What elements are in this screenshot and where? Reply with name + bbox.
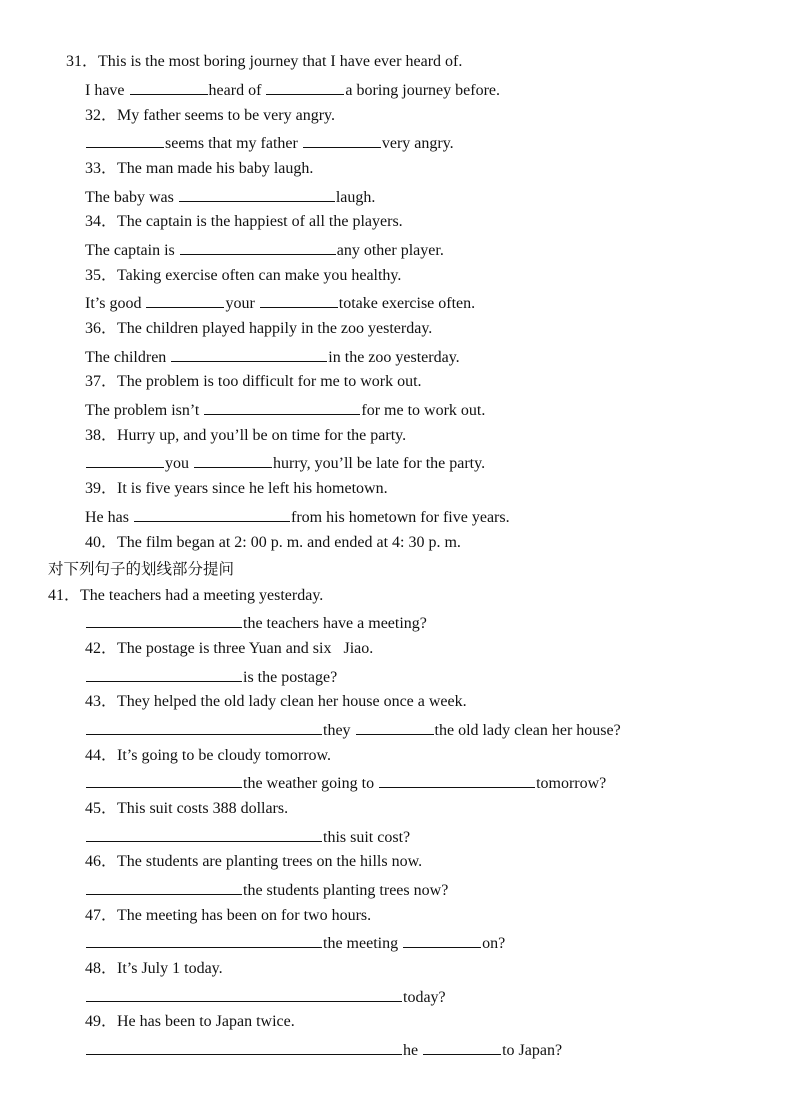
line-text: the old lady clean her house? [434,722,621,739]
line-text: very angry. [381,135,454,152]
answer-blank[interactable] [86,666,242,682]
exercise-line [85,772,606,792]
exercise-line [85,666,337,686]
line-text: is the postage? [243,669,338,686]
line-text: The baby was [85,189,178,206]
line-text: He has [85,509,133,526]
answer-blank[interactable] [179,186,335,202]
exercise-line [85,186,375,206]
exercise-line [85,212,403,232]
line-text: for me to work out. [361,402,486,419]
exercise-line [85,692,467,712]
line-text: totake exercise often. [338,295,476,312]
line-text: The children [85,349,171,366]
line-text: on? [482,935,506,952]
line-text: he [403,1042,423,1059]
line-text: 45．This suit costs 388 dollars. [85,800,289,817]
line-text: 44．It’s going to be cloudy tomorrow. [85,747,332,764]
line-text: 39．It is five years since he left his hometown. [85,480,388,497]
exercise-line [85,426,406,446]
line-text: 41．The teachers had a meeting yesterday. [48,587,324,604]
answer-blank[interactable] [86,932,322,948]
answer-blank[interactable] [86,986,402,1002]
exercise-line [85,372,422,392]
line-text: 36．The children played happily in the zoo yesterday. [85,320,433,337]
exercise-line [85,852,422,872]
line-text: 38．Hurry up, and you’ll be on time for the party. [85,427,407,444]
line-text: the meeting [323,935,403,952]
line-text: tomorrow? [536,775,607,792]
heading-text: 对下列句子的划线部分提问 [48,560,235,578]
line-text: in the zoo yesterday. [328,349,460,366]
answer-blank[interactable] [194,452,272,468]
exercise-line [85,986,446,1006]
line-text: 42．The postage is three Yuan and six Jiao. [85,640,374,657]
answer-blank[interactable] [86,612,242,628]
answer-blank[interactable] [86,719,322,735]
line-text: 47．The meeting has been on for two hours. [85,907,372,924]
answer-blank[interactable] [423,1039,501,1055]
exercise-line [85,452,485,472]
exercise-line [85,799,288,819]
exercise-line [85,879,448,899]
line-text: seems that my father [165,135,302,152]
line-text: the students planting trees now? [243,882,449,899]
line-text: any other player. [336,242,444,259]
exercise-line [85,319,432,339]
line-text: 46．The students are planting trees on the hills now. [85,853,423,870]
exercise-line [85,159,313,179]
exercise-line [85,79,500,99]
exercise-line [85,266,401,286]
exercise-line [85,959,223,979]
exercise-line [85,399,485,419]
line-text: 49．He has been to Japan twice. [85,1013,295,1030]
exercise-line [85,106,335,126]
answer-blank[interactable] [171,346,327,362]
answer-blank[interactable] [379,772,535,788]
line-text: 48．It’s July 1 today. [85,960,223,977]
line-text: The captain is [85,242,179,259]
answer-blank[interactable] [86,879,242,895]
line-text: your [225,295,259,312]
exercise-line [85,479,388,499]
line-text: heard of [208,82,266,99]
line-text: today? [403,989,446,1006]
answer-blank[interactable] [86,452,164,468]
line-text: 40．The film began at 2: 00 p. m. and ended at 4: 30 p. m. [85,534,461,551]
line-text: the teachers have a meeting? [243,615,427,632]
exercise-line [85,346,460,366]
exercise-line [85,612,427,632]
answer-blank[interactable] [130,79,208,95]
line-text: 33．The man made his baby laugh. [85,160,314,177]
answer-blank[interactable] [86,772,242,788]
line-text: I have [85,82,129,99]
answer-blank[interactable] [86,1039,402,1055]
line-text: It’s good [85,295,146,312]
exercise-line [85,932,505,952]
exercise-line [85,239,444,259]
answer-blank[interactable] [134,506,290,522]
line-text: they [323,722,355,739]
line-text: this suit cost? [323,829,411,846]
answer-blank[interactable] [180,239,336,255]
exercise-line [85,1012,295,1032]
line-text: 34．The captain is the happiest of all the players. [85,213,403,230]
exercise-line [85,719,621,739]
exercise-line [85,746,331,766]
line-text: 32．My father seems to be very angry. [85,107,336,124]
line-text: The problem isn’t [85,402,204,419]
answer-blank[interactable] [403,932,481,948]
line-text: 37．The problem is too difficult for me to work out. [85,373,422,390]
line-text: 35．Taking exercise often can make you healthy. [85,267,402,284]
exercise-line [85,292,475,312]
exercise-line [85,1039,562,1059]
exercise-line [66,52,462,72]
exercise-line [85,639,373,659]
exercise-line [48,586,323,606]
answer-blank[interactable] [86,826,322,842]
line-text: a boring journey before. [345,82,500,99]
answer-blank[interactable] [356,719,434,735]
exercise-line [85,506,510,526]
line-text: hurry, you’ll be late for the party. [273,455,486,472]
line-text: to Japan? [502,1042,563,1059]
line-text: the weather going to [243,775,379,792]
exercise-line [85,906,371,926]
answer-blank[interactable] [86,132,164,148]
line-text: 31．This is the most boring journey that I have ever heard of. [66,53,463,70]
line-text: laugh. [335,189,376,206]
answer-blank[interactable] [146,292,224,308]
line-text: you [165,455,193,472]
answer-blank[interactable] [260,292,338,308]
section-heading [48,559,234,579]
answer-blank[interactable] [303,132,381,148]
line-text: from his hometown for five years. [290,509,510,526]
exercise-line [85,826,410,846]
answer-blank[interactable] [266,79,344,95]
line-text: 43．They helped the old lady clean her house once a week. [85,693,467,710]
exercise-line [85,132,454,152]
exercise-line [85,533,461,553]
answer-blank[interactable] [204,399,360,415]
